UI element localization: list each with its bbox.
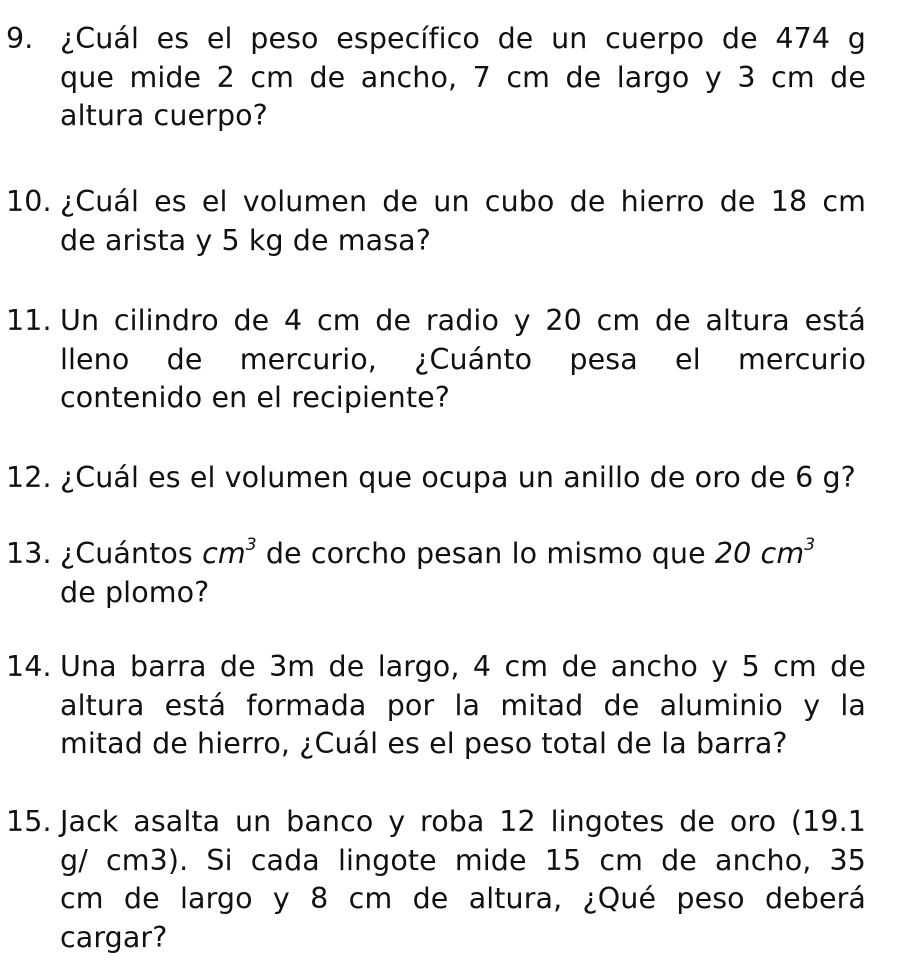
problem-15 xyxy=(6,803,866,957)
problem-9 xyxy=(6,20,866,136)
problem-number: 10. xyxy=(6,185,52,218)
problem-number: 12. xyxy=(6,461,52,494)
problem-line: Una barra de 3m de largo, 4 cm de ancho y 5 cm de xyxy=(60,650,866,683)
problem-line: mitad de hierro, ¿Cuál es el peso total de la barra? xyxy=(60,727,788,760)
unit-exponent: 3 xyxy=(245,535,257,556)
problem-line: ¿Cuál es el volumen que ocupa un anillo de oro de 6 g? xyxy=(60,461,856,494)
problem-line: lleno de mercurio, ¿Cuánto pesa el mercurio xyxy=(60,342,866,376)
unit-cm3 xyxy=(202,537,257,570)
problem-text xyxy=(60,302,866,418)
problem-10 xyxy=(6,183,866,260)
problem-number: 13. xyxy=(6,537,52,570)
problem-line: g/ cm3). Si cada lingote mide 15 cm de ancho, 35 xyxy=(60,843,866,877)
problem-line: ¿Cuál es el peso específico de un cuerpo de 474 g xyxy=(60,22,866,55)
problem-text xyxy=(60,535,866,612)
problem-line: contenido en el recipiente? xyxy=(60,381,450,414)
problem-line: de plomo? xyxy=(60,575,210,609)
problem-line: cargar? xyxy=(60,920,168,954)
problem-text-segment: ¿Cuántos xyxy=(60,537,193,570)
unit-text: cm xyxy=(760,537,805,570)
problem-text xyxy=(60,648,866,764)
value-text: 20 xyxy=(714,537,752,570)
problem-text xyxy=(60,183,866,260)
problem-number: 14. xyxy=(6,650,52,683)
problem-line: cm de largo y 8 cm de altura, ¿Qué peso deberá xyxy=(60,882,866,915)
problem-number: 9. xyxy=(6,22,34,55)
value-20-cm3 xyxy=(715,537,815,570)
problem-14 xyxy=(6,648,866,764)
problem-line: que mide 2 cm de ancho, 7 cm de largo y 3 cm de xyxy=(60,60,866,94)
problem-13 xyxy=(6,535,866,612)
problem-line: de arista y 5 kg de masa? xyxy=(60,223,431,257)
problem-line: Jack asalta un banco y roba 12 lingotes de oro (19.1 xyxy=(60,805,866,838)
problem-line xyxy=(60,535,866,574)
problem-text xyxy=(60,20,866,136)
problem-number: 11. xyxy=(6,304,52,337)
problem-line: Un cilindro de 4 cm de radio y 20 cm de altura está xyxy=(60,304,866,337)
problem-11 xyxy=(6,302,866,418)
problem-line: ¿Cuál es el volumen de un cubo de hierro de 18 cm xyxy=(60,185,866,218)
problem-number: 15. xyxy=(6,805,52,838)
problem-text xyxy=(60,803,866,957)
problem-line: altura está formada por la mitad de aluminio y la xyxy=(60,688,866,722)
problem-line: altura cuerpo? xyxy=(60,99,268,132)
unit-exponent: 3 xyxy=(804,535,816,556)
problem-text xyxy=(60,459,866,498)
unit-text: cm xyxy=(202,537,246,570)
problem-text-segment: de corcho pesan lo mismo que xyxy=(265,537,706,570)
problem-12 xyxy=(6,459,866,498)
